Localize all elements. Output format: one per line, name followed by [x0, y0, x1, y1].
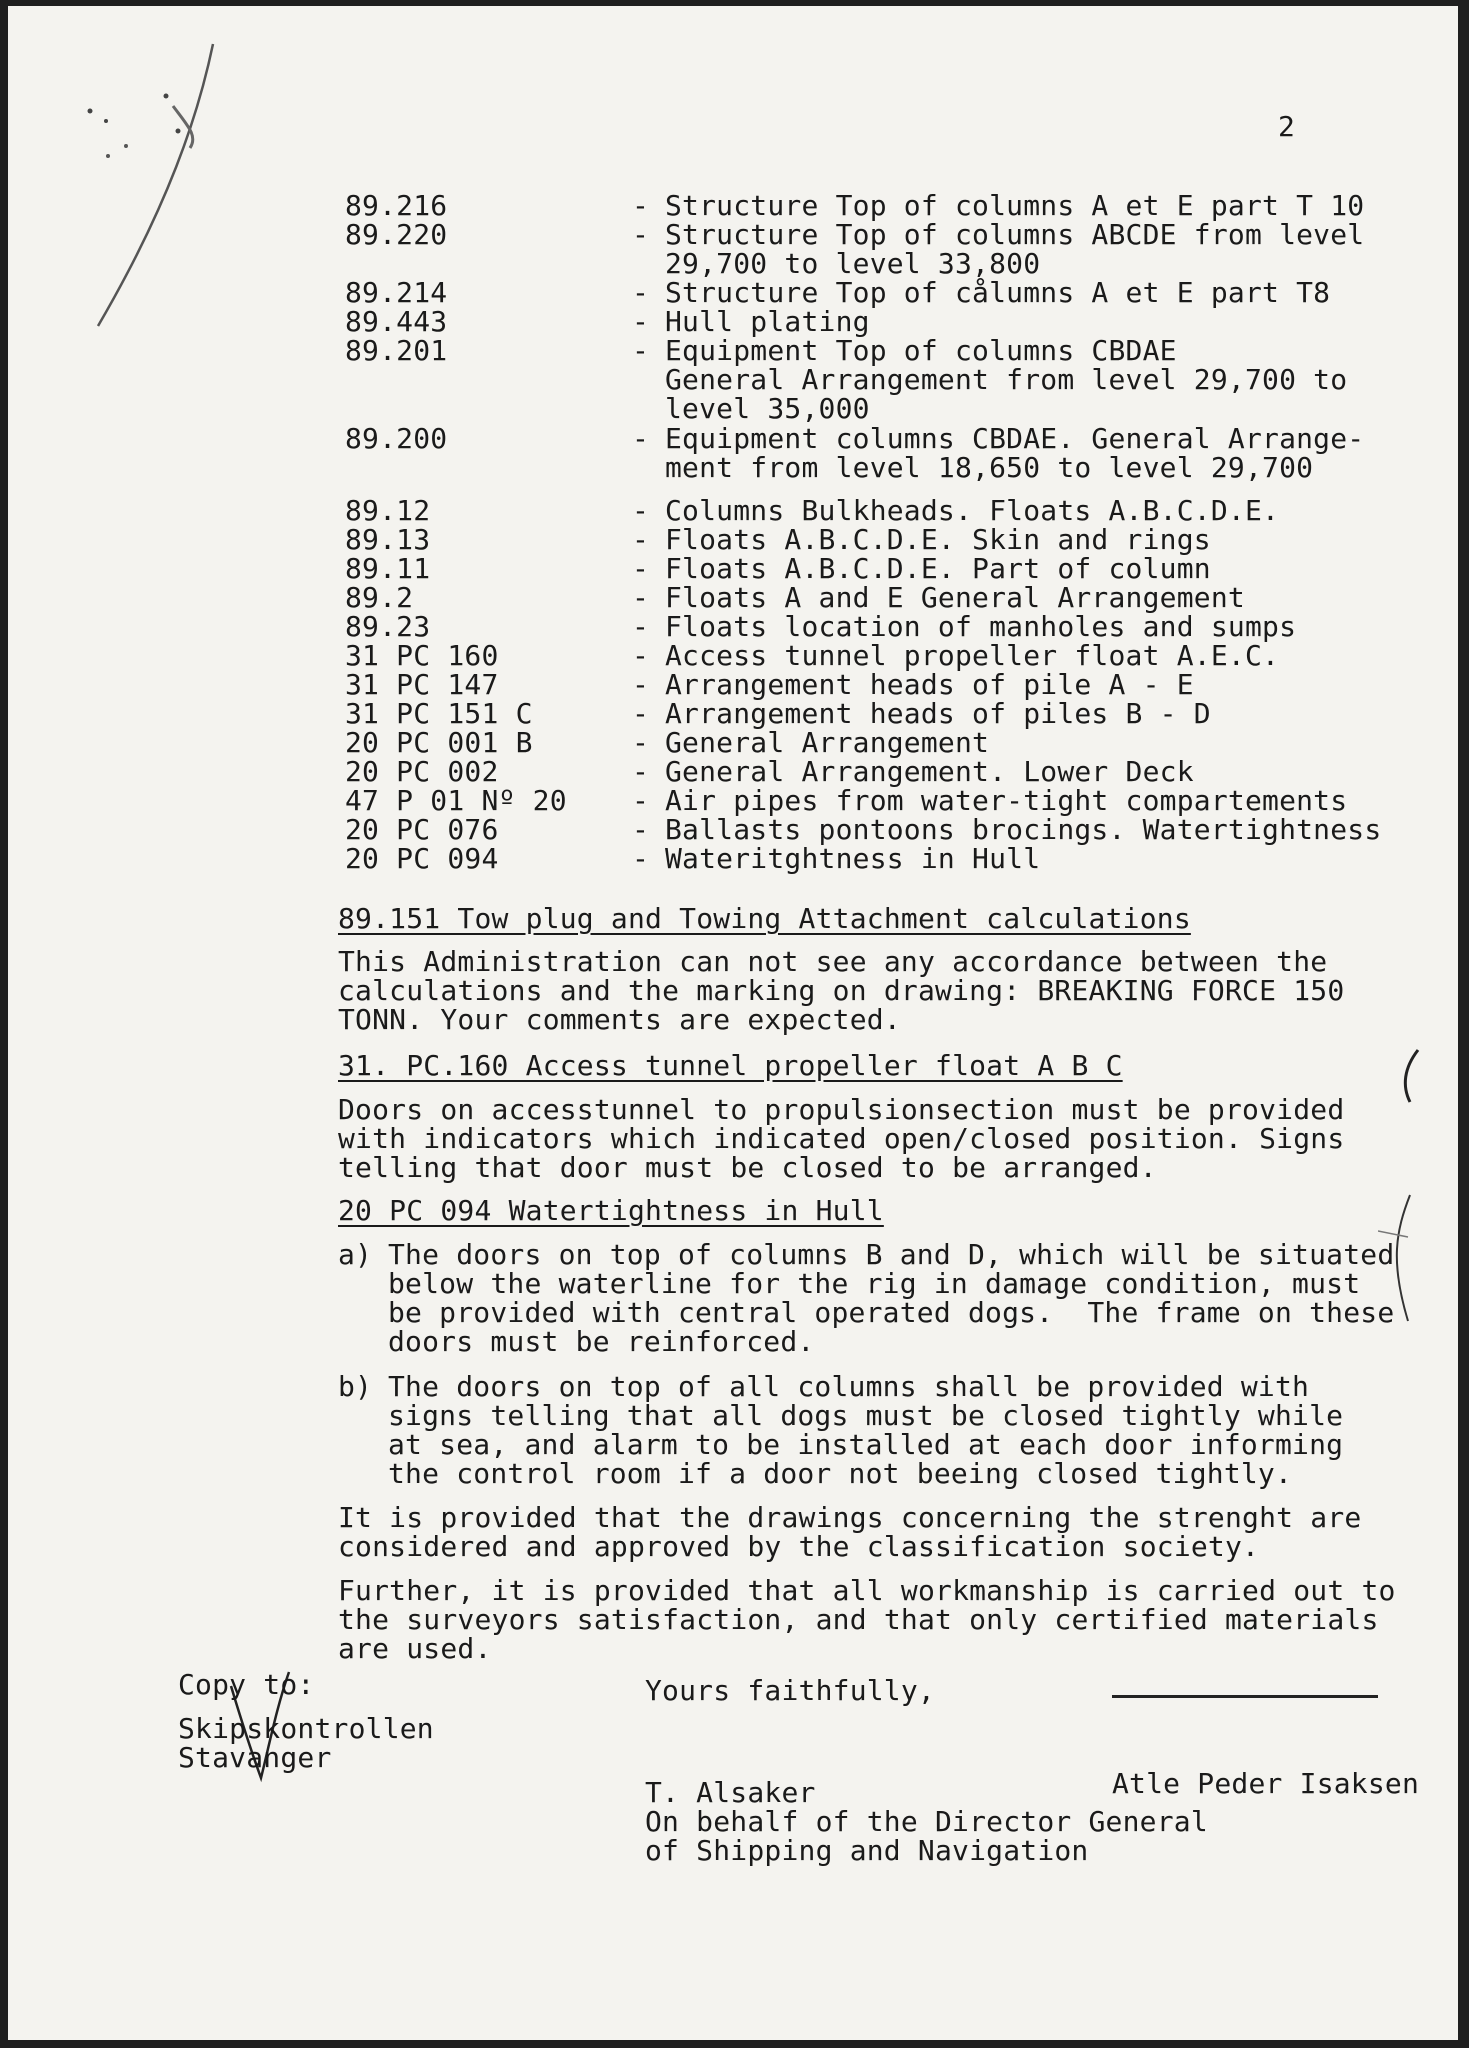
paragraph-line: Further, it is provided that all workmanship is carried out to — [338, 1574, 1396, 1607]
paragraph-line: with indicators which indicated open/closed position. Signs — [338, 1122, 1345, 1155]
dash: - — [632, 523, 650, 556]
pencil-stroke-mark — [78, 36, 258, 336]
paragraph-line: the surveyors satisfaction, and that only certified materials — [338, 1603, 1379, 1636]
drawing-description: Arrangement heads of piles B - D — [665, 697, 1211, 730]
dash: - — [632, 813, 650, 846]
drawing-code: 89.2 — [345, 581, 414, 614]
drawing-description: ment from level 18,650 to level 29,700 — [665, 451, 1314, 484]
drawing-description: Access tunnel propeller float A.E.C. — [665, 639, 1280, 672]
paragraph-line: It is provided that the drawings concerning the strenght are — [338, 1501, 1362, 1534]
drawing-code: 89.23 — [345, 610, 431, 643]
dash: - — [632, 726, 650, 759]
copy-to-line: Skipskontrollen — [178, 1712, 434, 1745]
drawing-code: 89.13 — [345, 523, 431, 556]
drawing-description: Structure Top of columns A et E part T 10 — [665, 189, 1365, 222]
drawing-description: Floats A.B.C.D.E. Part of column — [665, 552, 1211, 585]
margin-bracket-mark — [1396, 1046, 1426, 1106]
copy-to-label: Copy to: — [178, 1668, 315, 1701]
page-number: 2 — [1278, 110, 1296, 143]
drawing-code: 89.200 — [345, 422, 448, 455]
drawing-code: 31 PC 151 C — [345, 697, 533, 730]
paragraph-line: are used. — [338, 1632, 492, 1665]
dash: - — [632, 305, 650, 338]
dash: - — [632, 276, 650, 309]
drawing-description: Structure Top of columns ABCDE from level — [665, 218, 1365, 251]
drawing-description: Arrangement heads of pile A - E — [665, 668, 1194, 701]
drawing-code: 20 PC 094 — [345, 842, 499, 875]
paragraph-line: considered and approved by the classification society. — [338, 1530, 1260, 1563]
list-item-line: The doors on top of all columns shall be provided with — [388, 1370, 1310, 1403]
list-item-line: the control room if a door not beeing closed tightly. — [388, 1457, 1293, 1490]
dash: - — [632, 842, 650, 875]
signature-line — [1112, 1695, 1378, 1698]
drawing-code: 89.201 — [345, 334, 448, 367]
sender-title: of Shipping and Navigation — [645, 1834, 1089, 1867]
dash: - — [632, 552, 650, 585]
drawing-code: 20 PC 002 — [345, 755, 499, 788]
list-item-line: doors must be reinforced. — [388, 1325, 815, 1358]
dash: - — [632, 668, 650, 701]
drawing-code: 89.443 — [345, 305, 448, 338]
drawing-description: Equipment columns CBDAE. General Arrange- — [665, 422, 1365, 455]
drawing-description: Wateritghtness in Hull — [665, 842, 1041, 875]
list-item-marker: a) — [338, 1238, 373, 1271]
drawing-description: Hull plating — [665, 305, 870, 338]
copy-to-line: Stavanger — [178, 1741, 332, 1774]
section-heading: 20 PC 094 Watertightness in Hull — [338, 1194, 884, 1227]
list-item-line: be provided with central operated dogs. The frame on these — [388, 1296, 1395, 1329]
paragraph-line: TONN. Your comments are expected. — [338, 1003, 901, 1036]
drawing-code: 31 PC 160 — [345, 639, 499, 672]
drawing-description: Floats A.B.C.D.E. Skin and rings — [665, 523, 1211, 556]
signer-name: Atle Peder Isaksen — [1112, 1767, 1420, 1800]
drawing-description: level 35,000 — [665, 392, 870, 425]
dash: - — [632, 697, 650, 730]
dash: - — [632, 189, 650, 222]
drawing-code: 89.220 — [345, 218, 448, 251]
closing-salutation: Yours faithfully, — [645, 1674, 935, 1707]
drawing-description: Structure Top of cålumns A et E part T8 — [665, 276, 1331, 309]
drawing-code: 20 PC 001 B — [345, 726, 533, 759]
sender-name: T. Alsaker — [645, 1776, 816, 1809]
drawing-code: 89.12 — [345, 494, 431, 527]
drawing-code: 31 PC 147 — [345, 668, 499, 701]
section-heading: 31. PC.160 Access tunnel propeller float A B C — [338, 1049, 1123, 1082]
dash: - — [632, 784, 650, 817]
dash: - — [632, 494, 650, 527]
drawing-code: 89.216 — [345, 189, 448, 222]
dash: - — [632, 755, 650, 788]
list-item-line: at sea, and alarm to be installed at each door informing — [388, 1428, 1344, 1461]
drawing-description: Air pipes from water-tight compartements — [665, 784, 1348, 817]
dash: - — [632, 334, 650, 367]
section-heading: 89.151 Tow plug and Towing Attachment calculations — [338, 902, 1191, 935]
drawing-description: General Arrangement. Lower Deck — [665, 755, 1194, 788]
paragraph-line: calculations and the marking on drawing: BREAKING FORCE 150 — [338, 974, 1345, 1007]
paragraph-line: telling that door must be closed to be arranged. — [338, 1151, 1157, 1184]
document-page — [8, 6, 1458, 2040]
list-item-line: The doors on top of columns B and D, which will be situated — [388, 1238, 1395, 1271]
drawing-code: 89.11 — [345, 552, 431, 585]
list-item-marker: b) — [338, 1370, 373, 1403]
drawing-description: General Arrangement from level 29,700 to — [665, 363, 1348, 396]
dash: - — [632, 610, 650, 643]
sender-title: On behalf of the Director General — [645, 1805, 1208, 1838]
drawing-code: 20 PC 076 — [345, 813, 499, 846]
drawing-code: 47 P 01 Nº 20 — [345, 784, 567, 817]
drawing-description: 29,700 to level 33,800 — [665, 247, 1041, 280]
paragraph-line: This Administration can not see any accordance between the — [338, 945, 1328, 978]
list-item-line: signs telling that all dogs must be closed tightly while — [388, 1399, 1344, 1432]
drawing-description: Floats A and E General Arrangement — [665, 581, 1245, 614]
drawing-description: Columns Bulkheads. Floats A.B.C.D.E. — [665, 494, 1280, 527]
dash: - — [632, 639, 650, 672]
list-item-line: below the waterline for the rig in damage condition, must — [388, 1267, 1361, 1300]
drawing-description: Ballasts pontoons brocings. Watertightness — [665, 813, 1382, 846]
dash: - — [632, 581, 650, 614]
drawing-description: Floats location of manholes and sumps — [665, 610, 1297, 643]
paragraph-line: Doors on accesstunnel to propulsionsection must be provided — [338, 1093, 1345, 1126]
drawing-code: 89.214 — [345, 276, 448, 309]
drawing-description: Equipment Top of columns CBDAE — [665, 334, 1177, 367]
drawing-description: General Arrangement — [665, 726, 990, 759]
dash: - — [632, 422, 650, 455]
dash: - — [632, 218, 650, 251]
